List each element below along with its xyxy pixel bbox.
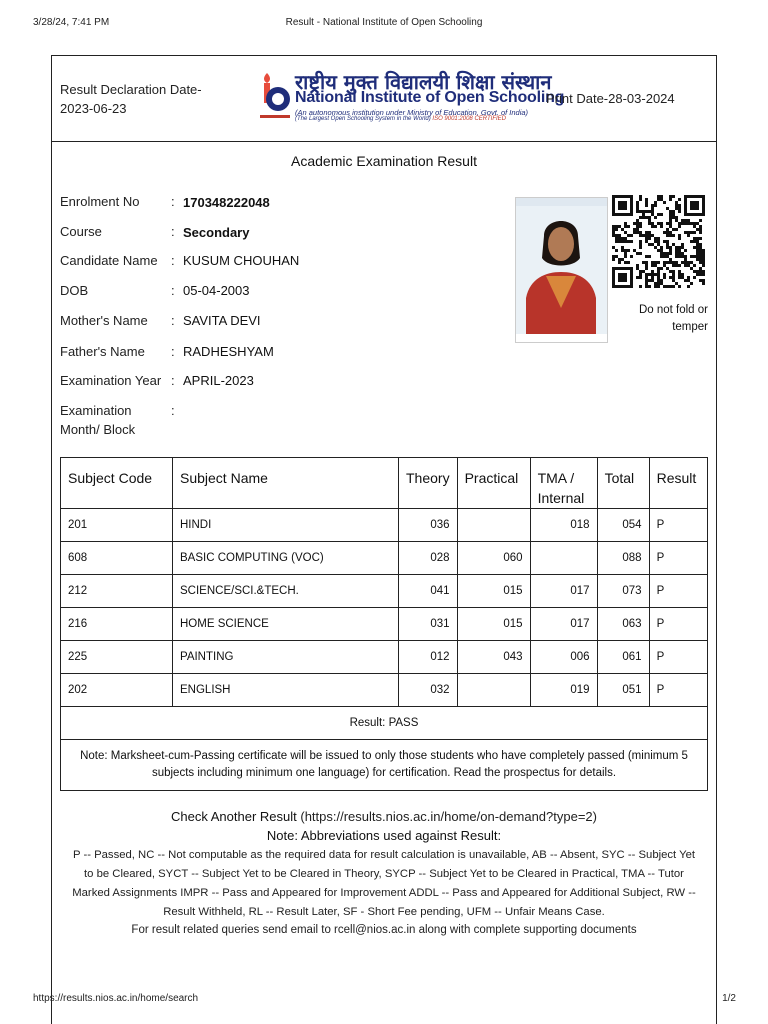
print-datetime: 3/28/24, 7:41 PM	[33, 17, 110, 28]
course-value: Secondary	[183, 225, 250, 240]
practical-cell	[457, 509, 530, 542]
subject-code-cell: 216	[61, 608, 173, 641]
qr-note: Do not fold or temper	[638, 304, 708, 333]
table-header-row	[61, 458, 708, 509]
colon: :	[171, 194, 175, 209]
col-subject-name: Subject Name	[173, 458, 399, 509]
table-row	[61, 542, 708, 575]
subject-name-cell: HINDI	[173, 509, 399, 542]
candidate-name-label: Candidate Name	[60, 253, 158, 268]
result-summary: Result: PASS	[61, 707, 708, 740]
logo-tagline	[295, 116, 506, 122]
result-cell: P	[649, 641, 707, 674]
tma-cell: 018	[530, 509, 597, 542]
col-theory: Theory	[399, 458, 458, 509]
mother-name-value: SAVITA DEVI	[183, 313, 261, 328]
logo-tagline-text: (The Largest Open Schooling System in the World)	[295, 116, 431, 122]
check-another-result-url: (https://results.nios.ac.in/home/on-demand?type=2)	[300, 809, 597, 824]
table-row	[61, 608, 708, 641]
col-tma-internal: TMA / Internal	[530, 458, 597, 509]
colon: :	[171, 373, 175, 388]
table-row	[61, 674, 708, 707]
declaration-label: Result Declaration Date-	[60, 82, 202, 97]
result-cell: P	[649, 674, 707, 707]
result-row	[61, 707, 708, 740]
dob-label: DOB	[60, 283, 89, 298]
practical-cell: 043	[457, 641, 530, 674]
col-result: Result	[649, 458, 707, 509]
total-cell: 054	[597, 509, 649, 542]
theory-cell: 012	[399, 641, 458, 674]
table-row	[61, 641, 708, 674]
tma-cell: 017	[530, 608, 597, 641]
check-another-result-link[interactable]: Check Another Result	[171, 809, 297, 824]
enrolment-value: 170348222048	[183, 195, 270, 210]
result-cell: P	[649, 542, 707, 575]
dob-value: 05-04-2003	[183, 283, 250, 298]
subject-code-cell: 201	[61, 509, 173, 542]
browser-page-title: Result - National Institute of Open Schooling	[285, 17, 483, 28]
tma-cell: 019	[530, 674, 597, 707]
total-cell: 051	[597, 674, 649, 707]
qr-code	[612, 195, 705, 290]
table-row	[61, 575, 708, 608]
theory-cell: 036	[399, 509, 458, 542]
colon: :	[171, 313, 175, 328]
page-title: Academic Examination Result	[291, 153, 477, 169]
practical-cell: 015	[457, 575, 530, 608]
header-divider	[51, 141, 717, 142]
exam-month-label-line2: Month/ Block	[60, 422, 136, 437]
nios-emblem-icon	[258, 71, 292, 123]
total-cell: 088	[597, 542, 649, 575]
mother-name-label: Mother's Name	[60, 313, 148, 328]
subject-name-cell: ENGLISH	[173, 674, 399, 707]
result-cell: P	[649, 509, 707, 542]
enrolment-label: Enrolment No	[60, 194, 140, 209]
exam-year-value: APRIL-2023	[183, 373, 254, 388]
practical-cell	[457, 674, 530, 707]
theory-cell: 032	[399, 674, 458, 707]
subject-code-cell: 608	[61, 542, 173, 575]
colon: :	[171, 344, 175, 359]
colon: :	[171, 224, 175, 239]
tma-cell: 006	[530, 641, 597, 674]
candidate-photo	[515, 197, 608, 343]
table-row	[61, 509, 708, 542]
note-row	[61, 740, 708, 791]
result-cell: P	[649, 575, 707, 608]
colon: :	[171, 403, 175, 418]
candidate-name-value: KUSUM CHOUHAN	[183, 253, 300, 268]
exam-year-label: Examination Year	[60, 373, 162, 388]
abbreviations-title: Note: Abbreviations used against Result:	[266, 828, 502, 843]
tma-cell: 017	[530, 575, 597, 608]
father-name-label: Father's Name	[60, 344, 145, 359]
logo-english-text: National Institute of Open Schooling	[295, 89, 565, 106]
page-number: 1/2	[722, 993, 736, 1004]
logo-iso-text: ISO 9001:2008 CERTIFIED	[432, 116, 506, 122]
total-cell: 061	[597, 641, 649, 674]
exam-month-label-line1: Examination	[60, 403, 132, 418]
practical-cell: 060	[457, 542, 530, 575]
declaration-date: 2023-06-23	[60, 101, 127, 116]
theory-cell: 031	[399, 608, 458, 641]
theory-cell: 028	[399, 542, 458, 575]
nios-logo	[258, 68, 565, 126]
page-url: https://results.nios.ac.in/home/search	[33, 993, 199, 1004]
course-label: Course	[60, 224, 102, 239]
subject-code-cell: 225	[61, 641, 173, 674]
subject-name-cell: HOME SCIENCE	[173, 608, 399, 641]
result-declaration	[60, 80, 202, 118]
certificate-note: Note: Marksheet-cum-Passing certificate will be issued to only those students who have completely passed (minimum 5 subjects including minimum one language) for certification. Read the prospectus for details.	[61, 740, 708, 791]
practical-cell: 015	[457, 608, 530, 641]
queries-note: For result related queries send email to rcell@nios.ac.in along with complete supporting documents	[131, 924, 637, 936]
marks-table	[60, 457, 708, 791]
logo-subtitle: (An autonomous institution under Ministry of Education, Govt. of India)	[295, 108, 529, 117]
abbreviations-text: P -- Passed, NC -- Not computable as the required data for result calculation is unavailable, AB -- Absent, SYC -- Subject Yet to be Cleared, SYCT -- Subject Yet to be Cleared in Theory, SYCP -- Subject Yet to be Cleared in Practical, TMA -- Tutor Marked Assignments IMPR -- Pass and Appeared for Improvement ADDL -- Pass and Appeared for Additional Subject, RW -- Result Withheld, RL -- Result Later, SF - Short Fee pending, UFM -- Unfair Means Case.	[72, 849, 696, 918]
colon: :	[171, 283, 175, 298]
tma-cell	[530, 542, 597, 575]
subject-name-cell: SCIENCE/SCI.&TECH.	[173, 575, 399, 608]
col-practical: Practical	[457, 458, 530, 509]
subject-code-cell: 202	[61, 674, 173, 707]
theory-cell: 041	[399, 575, 458, 608]
candidate-photo-image	[516, 198, 607, 342]
print-date: Print Date-28-03-2024	[546, 91, 675, 106]
total-cell: 063	[597, 608, 649, 641]
check-another-result	[0, 809, 768, 824]
subject-code-cell: 212	[61, 575, 173, 608]
total-cell: 073	[597, 575, 649, 608]
father-name-value: RADHESHYAM	[183, 344, 274, 359]
col-total: Total	[597, 458, 649, 509]
col-subject-code: Subject Code	[61, 458, 173, 509]
subject-name-cell: BASIC COMPUTING (VOC)	[173, 542, 399, 575]
colon: :	[171, 253, 175, 268]
logo-hindi-text: राष्ट्रीय मुक्त विद्यालयी शिक्षा संस्थान	[295, 70, 552, 94]
result-cell: P	[649, 608, 707, 641]
subject-name-cell: PAINTING	[173, 641, 399, 674]
